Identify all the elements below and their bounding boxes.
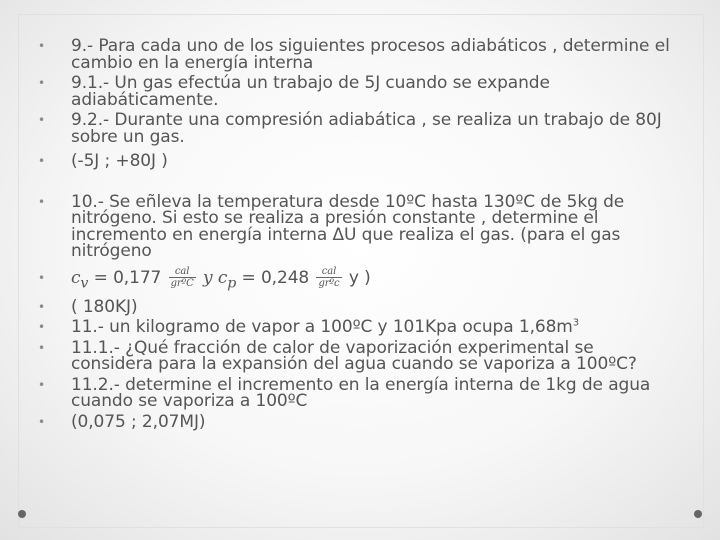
bullet-answer-10: • ( 180KJ) [38, 299, 678, 316]
corner-dot-right [694, 510, 702, 518]
bullet-item-11: • 11.- un kilogramo de vapor a 100ºC y 101Kpa ocupa $1,68m^3$ [38, 319, 678, 336]
formula-cv-symbol: $c_v$ [71, 267, 89, 291]
formula-cp-symbol: y $c_p$ [203, 267, 237, 291]
bullet-item-9: • 9.- Para cada uno de los siguientes procesos adiabáticos , determine el cambio en la energía interna [38, 38, 678, 71]
bullet-answer-11: • (0,075 ; 2,07MJ) [38, 414, 678, 431]
bullet-item-9-2: • 9.2.- Durante una compresión adiabática , se realiza un trabajo de 80J sobre un gas. [38, 112, 678, 145]
bullet-item-11-1: • 11.1.- ¿Qué fracción de calor de vaporización experimental se considera para la expansión del agua cuando se vaporiza a 100ºC? [38, 340, 678, 373]
bullet-formula [38, 266, 678, 295]
formula-unit-1: $\frac{\text{cal}}{\text{grºC}}$ [170, 266, 194, 289]
bullet-answer-9: • (-5J ; +80J ) [38, 153, 678, 170]
slide-body [38, 38, 678, 430]
bullet-item-11-2: • 11.2.- determine el incremento en la energía interna de 1kg de agua cuando se vaporiza a 100ºC [38, 377, 678, 410]
corner-dot-left [18, 510, 26, 518]
bullet-item-9-1: • 9.1.- Un gas efectúa un trabajo de 5J cuando se expande adiabáticamente. [38, 75, 678, 108]
formula-cv-value: = 0,177 [88, 267, 162, 288]
bullet-item-10: • 10.- Se eñleva la temperatura desde 10ºC hasta 130ºC de 5kg de nitrógeno. Si esto se realiza a presión constante , determine el incremento en energía interna ΔU que realiza el gas. (para el gas nitrógeno [38, 194, 678, 260]
formula-cp-value: = 0,248 [236, 267, 310, 288]
formula-unit-2: $\frac{\text{cal}}{\text{grºc}}$ [318, 266, 340, 289]
formula-end: y ) [348, 267, 371, 288]
